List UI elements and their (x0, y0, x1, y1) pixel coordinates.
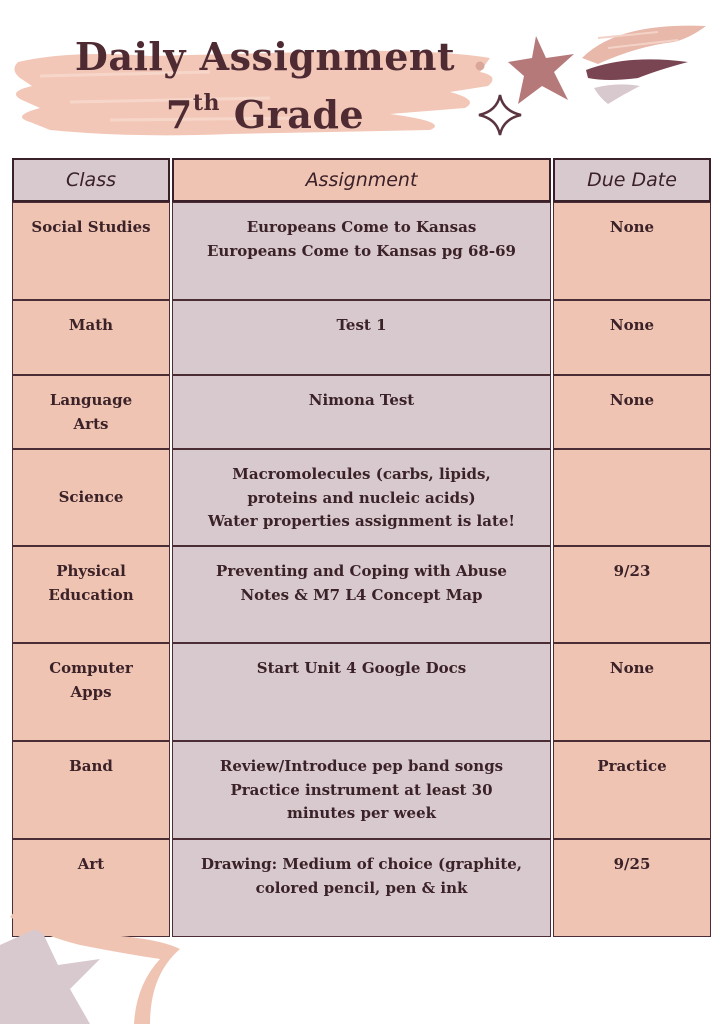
class-cell-physical-education-text: Education (48, 585, 134, 604)
class-cell-computer-apps (12, 643, 170, 741)
grade-title (0, 92, 530, 137)
assignment-cell-band-text: minutes per week (286, 804, 437, 822)
table-row (12, 741, 711, 839)
assignment-cell-band (172, 741, 551, 839)
due-date-cell-computer-apps-text: None (609, 659, 655, 677)
assignment-cell-physical-education-text: Notes & M7 L4 Concept Map (240, 585, 483, 604)
due-date-cell-language-arts-text: None (609, 391, 655, 409)
assignment-cell-computer-apps (172, 643, 551, 741)
due-date-cell-physical-education (553, 546, 711, 643)
assignment-cell-math (172, 300, 551, 375)
class-cell-social-studies (12, 202, 170, 300)
class-cell-physical-education (12, 546, 170, 643)
dot-icon (474, 60, 486, 72)
due-date-cell-math (553, 300, 711, 375)
class-cell-band (12, 741, 170, 839)
table-row (12, 546, 711, 643)
assignment-cell-language-arts (172, 375, 551, 449)
class-cell-math-text: Math (68, 316, 114, 334)
class-cell-math (12, 300, 170, 375)
class-cell-social-studies-text: Social Studies (31, 218, 151, 236)
grade-suffix: th (192, 90, 221, 117)
assignment-cell-social-studies-text: Europeans Come to Kansas (246, 218, 477, 236)
assignment-cell-science (172, 449, 551, 546)
class-cell-computer-apps-text: Computer (49, 659, 133, 677)
due-date-cell-band-text: Practice (597, 757, 667, 775)
class-cell-language-arts-text: Arts (73, 414, 109, 433)
due-date-cell-social-studies (553, 202, 711, 300)
class-cell-band-text: Band (69, 757, 113, 775)
assignment-cell-social-studies (172, 202, 551, 300)
grade-number: 7 (165, 92, 193, 137)
class-cell-science (12, 449, 170, 546)
grade-word: Grade (233, 92, 365, 137)
table-row (12, 643, 711, 741)
assignment-cell-language-arts-text: Nimona Test (308, 391, 415, 409)
table-row (12, 449, 711, 546)
assignment-cell-science-text: Macromolecules (carbs, lipids, (232, 465, 491, 483)
due-date-cell-physical-education-text: 9/23 (613, 562, 651, 580)
sparkle-icon (476, 92, 524, 138)
class-cell-language-arts-text: Language (49, 391, 133, 409)
class-cell-computer-apps-text: Apps (70, 682, 112, 701)
assignment-cell-band-text: Review/Introduce pep band songs (219, 757, 504, 775)
star-shape (0, 905, 190, 1024)
assignment-cell-band-text: Practice instrument at least 30 (230, 780, 493, 799)
class-cell-physical-education-text: Physical (56, 562, 126, 580)
shooting-star-swoosh (578, 18, 714, 110)
due-date-cell-art-text: 9/25 (613, 855, 651, 873)
header-due-date: Due Date (553, 158, 711, 202)
table-row (12, 300, 711, 375)
header-class: Class (12, 158, 170, 202)
due-date-cell-math-text: None (609, 316, 655, 334)
due-date-cell-science (553, 449, 711, 546)
class-cell-art-text: Art (77, 855, 105, 873)
due-date-cell-band (553, 741, 711, 839)
table-row (12, 202, 711, 300)
header-assignment: Assignment (172, 158, 551, 202)
assignment-cell-science-text: Water properties assignment is late! (207, 512, 516, 530)
page-title: Daily Assignment (74, 34, 456, 79)
class-cell-science-text: Science (58, 487, 124, 506)
class-cell-language-arts (12, 375, 170, 449)
assignment-cell-art (172, 839, 551, 937)
assignment-cell-computer-apps-text: Start Unit 4 Google Docs (256, 659, 467, 677)
assignment-cell-physical-education-text: Preventing and Coping with Abuse (216, 562, 507, 580)
due-date-cell-art (553, 839, 711, 937)
due-date-cell-computer-apps (553, 643, 711, 741)
assignment-cell-social-studies-text: Europeans Come to Kansas pg 68-69 (207, 241, 516, 260)
due-date-cell-social-studies-text: None (609, 218, 655, 236)
assignment-cell-math-text: Test 1 (336, 316, 387, 334)
assignment-cell-science-text: proteins and nucleic acids) (247, 488, 476, 507)
assignment-cell-art-text: colored pencil, pen & ink (255, 878, 468, 897)
assignment-cell-art-text: Drawing: Medium of choice (graphite, (200, 855, 523, 873)
due-date-cell-language-arts (553, 375, 711, 449)
assignment-cell-physical-education (172, 546, 551, 643)
table-row (12, 375, 711, 449)
